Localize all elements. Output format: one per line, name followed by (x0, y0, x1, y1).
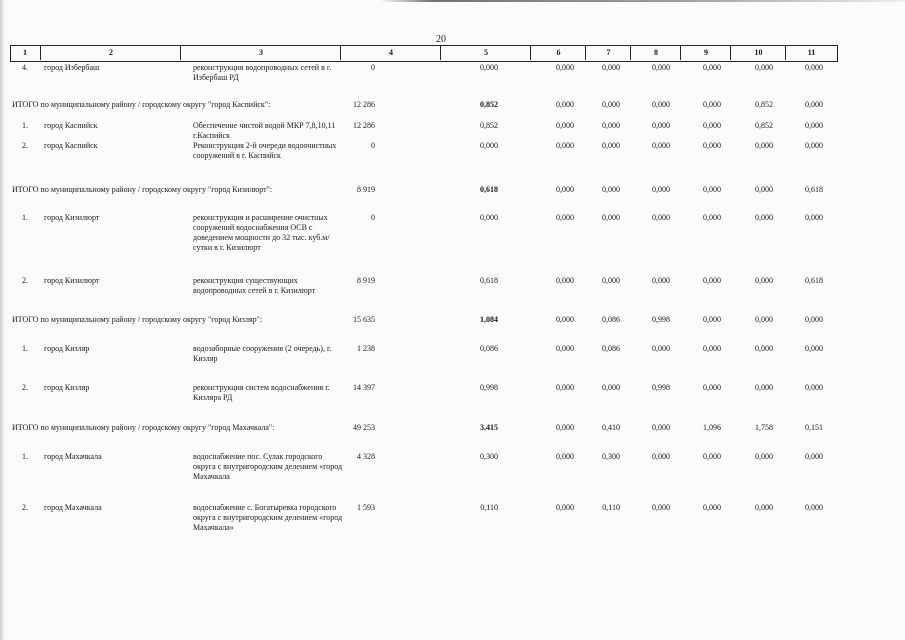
row-value-c11: 0,000 (805, 121, 823, 130)
row-value-c10: 0,852 (755, 121, 773, 130)
row-city: город Кизилюрт (44, 213, 100, 222)
row-value-c6: 0,000 (556, 213, 574, 222)
row-value-c11: 0,618 (805, 185, 823, 194)
row-value-c6: 0,000 (556, 141, 574, 150)
row-city: город Махачкала (44, 452, 102, 461)
row-description: реконструкция и расширение очистных сооружений водоснабжения ОСВ с доведением мощности до 32 тыс. куб.м/сутки в г. Кизилюрт (193, 213, 330, 252)
row-value-c7: 0,000 (602, 100, 620, 109)
row-value-c4: 12 286 (353, 100, 375, 109)
row-value-c9: 0,000 (703, 213, 721, 222)
row-value-c6: 0,000 (556, 63, 574, 72)
row-value-c9: 0,000 (703, 315, 721, 324)
row-value-c5: 0,000 (480, 213, 498, 222)
row-value-c10: 0,000 (755, 213, 773, 222)
row-city: город Кизляр (44, 344, 90, 353)
header-col-6: 6 (530, 45, 586, 60)
row-city: город Избербаш (44, 63, 100, 72)
row-value-c10: 0,000 (755, 276, 773, 285)
row-value-c5: 0,852 (480, 100, 498, 109)
page-number: 20 (436, 34, 446, 45)
row-value-c9: 0,000 (703, 121, 721, 130)
row-value-c9: 0,000 (703, 276, 721, 285)
row-value-c8: 0,000 (652, 344, 670, 353)
header-col-3: 3 (180, 45, 341, 60)
row-value-c4: 8 919 (357, 276, 375, 285)
row-description: реконструкция систем водоснабжения г. Кизляра РД (193, 383, 330, 402)
row-value-c7: 0,000 (602, 141, 620, 150)
row-value-c11: 0,000 (805, 213, 823, 222)
row-value-c4: 14 397 (353, 383, 375, 392)
row-value-c9: 1,096 (703, 423, 721, 432)
row-value-c10: 1,758 (755, 423, 773, 432)
row-number: 1. (22, 344, 28, 353)
row-value-c10: 0,000 (755, 344, 773, 353)
row-description: Реконструкция 2-й очереди водоочистных сооружений в г. Каспийск (193, 141, 337, 160)
row-value-c5: 0,300 (480, 452, 498, 461)
header-col-1: 1 (23, 48, 27, 57)
row-value-c6: 0,000 (556, 383, 574, 392)
row-value-c8: 0,000 (652, 452, 670, 461)
row-value-c4: 49 253 (353, 423, 375, 432)
row-value-c5: 3,415 (480, 423, 498, 432)
header-col-9: 9 (680, 45, 731, 60)
row-city: город Махачкала (44, 503, 102, 512)
header-col-7: 7 (585, 45, 631, 60)
row-value-c11: 0,000 (805, 503, 823, 512)
row-value-c7: 0,086 (602, 315, 620, 324)
row-value-c10: 0,000 (755, 452, 773, 461)
row-value-c9: 0,000 (703, 141, 721, 150)
row-value-c4: 0 (371, 141, 375, 150)
row-value-c8: 0,000 (652, 185, 670, 194)
total-label: ИТОГО по муниципальному району / городскому округу "город Кизляр": (12, 315, 263, 324)
row-value-c7: 0,000 (602, 276, 620, 285)
row-number: 1. (22, 213, 28, 222)
row-city: город Кизилюрт (44, 276, 100, 285)
row-description: реконструкция водопроводных сетей в г. Избербаш РД (193, 63, 332, 82)
row-value-c11: 0,000 (805, 344, 823, 353)
row-value-c8: 0,998 (652, 383, 670, 392)
row-value-c4: 15 635 (353, 315, 375, 324)
header-col-10: 10 (730, 45, 786, 60)
row-value-c6: 0,000 (556, 276, 574, 285)
row-value-c5: 0,000 (480, 63, 498, 72)
row-number: 1. (22, 452, 28, 461)
row-value-c9: 0,000 (703, 185, 721, 194)
row-description: водоснабжение с. Богатыревка городского округа с внутригородским делением «город Махачкала» (193, 503, 343, 532)
header-col-11: 11 (785, 45, 837, 60)
row-value-c4: 12 286 (353, 121, 375, 130)
row-number: 2. (22, 276, 28, 285)
row-city: город Каспийск (44, 121, 98, 130)
row-value-c10: 0,000 (755, 315, 773, 324)
header-col-2: 2 (40, 45, 181, 60)
scan-edge-line (380, 0, 905, 2)
row-value-c7: 0,300 (602, 452, 620, 461)
row-value-c11: 0,000 (805, 315, 823, 324)
row-description: Обеспечение чистой водой МКР 7,8,10,11 г.Каспийск (193, 121, 336, 140)
row-value-c11: 0,000 (805, 63, 823, 72)
row-value-c11: 0,000 (805, 100, 823, 109)
row-value-c4: 1 593 (357, 503, 375, 512)
row-value-c11: 0,000 (805, 141, 823, 150)
row-value-c5: 0,618 (480, 185, 498, 194)
row-value-c11: 0,618 (805, 276, 823, 285)
header-col-8: 8 (630, 45, 681, 60)
row-number: 1. (22, 121, 28, 130)
row-value-c7: 0,000 (602, 63, 620, 72)
row-value-c6: 0,000 (556, 121, 574, 130)
row-value-c7: 0,000 (602, 383, 620, 392)
row-description: водозаборные сооружения (2 очередь), г. Кизляр (193, 344, 332, 363)
row-city: город Каспийск (44, 141, 98, 150)
row-description: водоснабжение пос. Сулак городского округа с внутригородским делением «город Махачкала (193, 452, 343, 481)
row-number: 2. (22, 503, 28, 512)
row-value-c6: 0,000 (556, 452, 574, 461)
row-city: город Кизляр (44, 383, 90, 392)
row-value-c6: 0,000 (556, 315, 574, 324)
row-value-c11: 0,151 (805, 423, 823, 432)
row-value-c7: 0,000 (602, 185, 620, 194)
row-value-c7: 0,086 (602, 344, 620, 353)
row-value-c5: 0,000 (480, 141, 498, 150)
row-value-c11: 0,000 (805, 452, 823, 461)
row-value-c9: 0,000 (703, 100, 721, 109)
header-col-5: 5 (440, 45, 531, 60)
row-value-c5: 0,110 (480, 503, 498, 512)
row-value-c10: 0,000 (755, 503, 773, 512)
row-value-c5: 0,086 (480, 344, 498, 353)
row-number: 2. (22, 141, 28, 150)
row-value-c4: 1 238 (357, 344, 375, 353)
row-value-c4: 4 328 (357, 452, 375, 461)
row-number: 2. (22, 383, 28, 392)
row-value-c10: 0,000 (755, 185, 773, 194)
row-value-c8: 0,998 (652, 315, 670, 324)
row-value-c8: 0,000 (652, 141, 670, 150)
row-value-c11: 0,000 (805, 383, 823, 392)
row-value-c10: 0,000 (755, 383, 773, 392)
row-value-c8: 0,000 (652, 423, 670, 432)
header-col-4: 4 (340, 45, 441, 60)
row-value-c10: 0,000 (755, 141, 773, 150)
row-value-c4: 0 (371, 213, 375, 222)
row-value-c4: 8 919 (357, 185, 375, 194)
row-value-c8: 0,000 (652, 213, 670, 222)
row-value-c8: 0,000 (652, 100, 670, 109)
row-description: реконструкция существующих водопроводных сетей в г. Кизилюрт (193, 276, 316, 295)
row-value-c7: 0,000 (602, 121, 620, 130)
row-value-c10: 0,852 (755, 100, 773, 109)
row-value-c8: 0,000 (652, 121, 670, 130)
total-label: ИТОГО по муниципальному району / городскому округу "город Махачкала": (12, 423, 275, 432)
row-value-c6: 0,000 (556, 344, 574, 353)
row-value-c8: 0,000 (652, 276, 670, 285)
row-number: 4. (22, 63, 28, 72)
row-value-c7: 0,410 (602, 423, 620, 432)
row-value-c9: 0,000 (703, 503, 721, 512)
row-value-c9: 0,000 (703, 344, 721, 353)
row-value-c8: 0,000 (652, 503, 670, 512)
scan-edge-shadow (0, 0, 5, 640)
row-value-c6: 0,000 (556, 100, 574, 109)
row-value-c5: 0,998 (480, 383, 498, 392)
row-value-c5: 0,852 (480, 121, 498, 130)
row-value-c4: 0 (371, 63, 375, 72)
row-value-c9: 0,000 (703, 383, 721, 392)
row-value-c5: 1,084 (480, 315, 498, 324)
row-value-c9: 0,000 (703, 452, 721, 461)
row-value-c10: 0,000 (755, 63, 773, 72)
row-value-c6: 0,000 (556, 185, 574, 194)
row-value-c6: 0,000 (556, 423, 574, 432)
row-value-c9: 0,000 (703, 63, 721, 72)
total-label: ИТОГО по муниципальному району / городскому округу "город Каспийск": (12, 100, 271, 109)
row-value-c5: 0,618 (480, 276, 498, 285)
row-value-c6: 0,000 (556, 503, 574, 512)
total-label: ИТОГО по муниципальному району / городскому округу "город Кизилюрт": (12, 185, 273, 194)
row-value-c7: 0,110 (602, 503, 620, 512)
row-value-c8: 0,000 (652, 63, 670, 72)
row-value-c7: 0,000 (602, 213, 620, 222)
